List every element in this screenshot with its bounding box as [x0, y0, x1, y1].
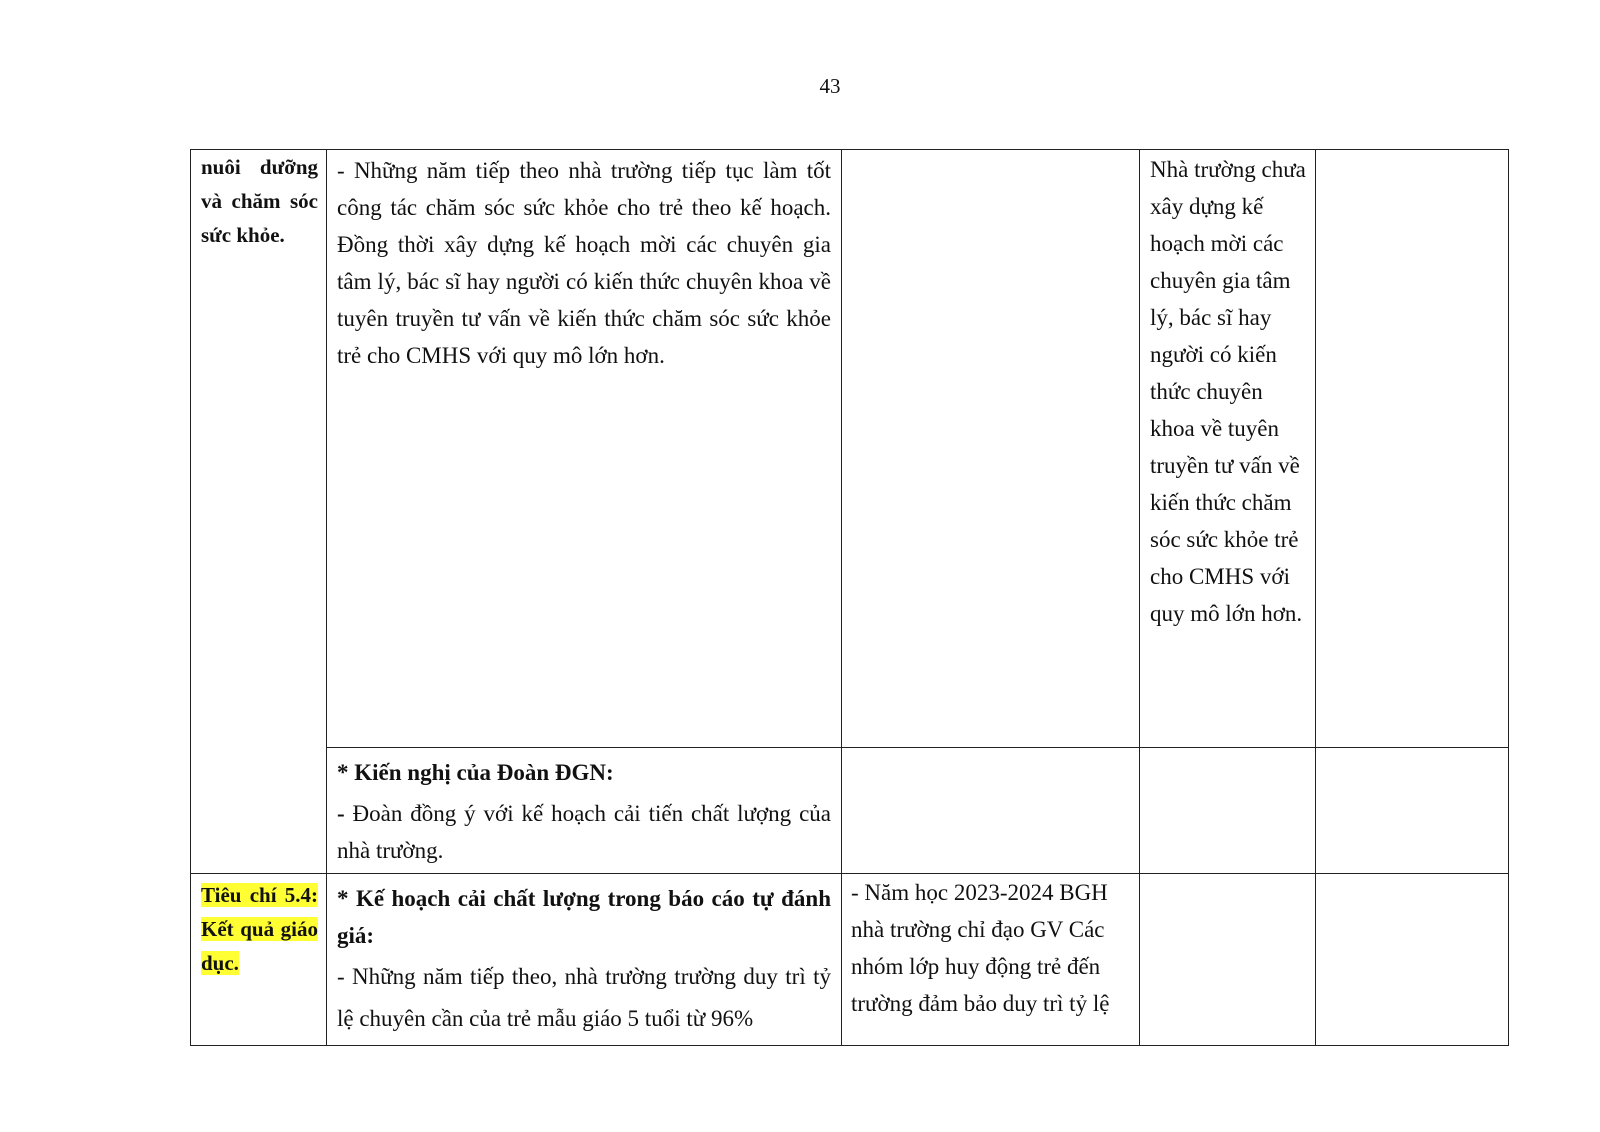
extra-cell [1316, 150, 1509, 748]
recommendation-cell [327, 748, 842, 874]
criterion-highlight: Tiêu chí 5.4: Kết quả giáo dục. [201, 883, 318, 975]
recommendation-dash: - [337, 801, 345, 826]
evaluation-table [190, 149, 1509, 1046]
table-row [191, 748, 1509, 874]
improvement-plan-cell [327, 150, 842, 748]
result-cell [842, 150, 1140, 748]
table-row [191, 874, 1509, 1046]
recommendation-text: - Đoàn đồng ý với kế hoạch cải tiến chất lượng của nhà trường. [337, 801, 831, 863]
note-cell [1140, 748, 1316, 874]
plan-text: - Những năm tiếp theo, nhà trường trường duy trì tỷ lệ chuyên cần của trẻ mẫu giáo 5 tuổi từ 96% [337, 964, 831, 1031]
plan-heading: * Kế hoạch cải chất lượng trong báo cáo tự đánh giá: [337, 886, 831, 948]
extra-cell [1316, 874, 1509, 1046]
extra-cell [1316, 748, 1509, 874]
note-cell: Nhà trường chưa xây dựng kế hoạch mời các chuyên gia tâm lý, bác sĩ hay người có kiến thức chuyên khoa về tuyên truyền tư vấn về kiến thức chăm sóc sức khỏe trẻ cho CMHS với quy mô lớn hơn. [1140, 150, 1316, 748]
note-cell [1140, 874, 1316, 1046]
criterion-cell: nuôi dưỡng và chăm sóc sức khỏe. [191, 150, 327, 874]
page-number: 43 [819, 74, 841, 98]
table-row [191, 150, 1509, 748]
recommendation-heading: * Kiến nghị của Đoàn ĐGN: [337, 760, 614, 785]
result-cell: - Năm học 2023-2024 BGH nhà trường chỉ đạo GV Các nhóm lớp huy động trẻ đến trường đảm bảo duy trì tỷ lệ [842, 874, 1140, 1046]
plan-text: - Những năm tiếp theo nhà trường tiếp tục làm tốt công tác chăm sóc sức khỏe cho trẻ theo kế hoạch. Đồng thời xây dựng kế hoạch mời các chuyên gia tâm lý, bác sĩ hay người có kiến thức chuyên khoa về tuyên truyền tư vấn về kiến thức chăm sóc sức khỏe trẻ cho CMHS với quy mô lớn hơn. [337, 158, 831, 368]
criterion-cell [191, 874, 327, 1046]
improvement-plan-cell [327, 874, 842, 1046]
result-cell [842, 748, 1140, 874]
